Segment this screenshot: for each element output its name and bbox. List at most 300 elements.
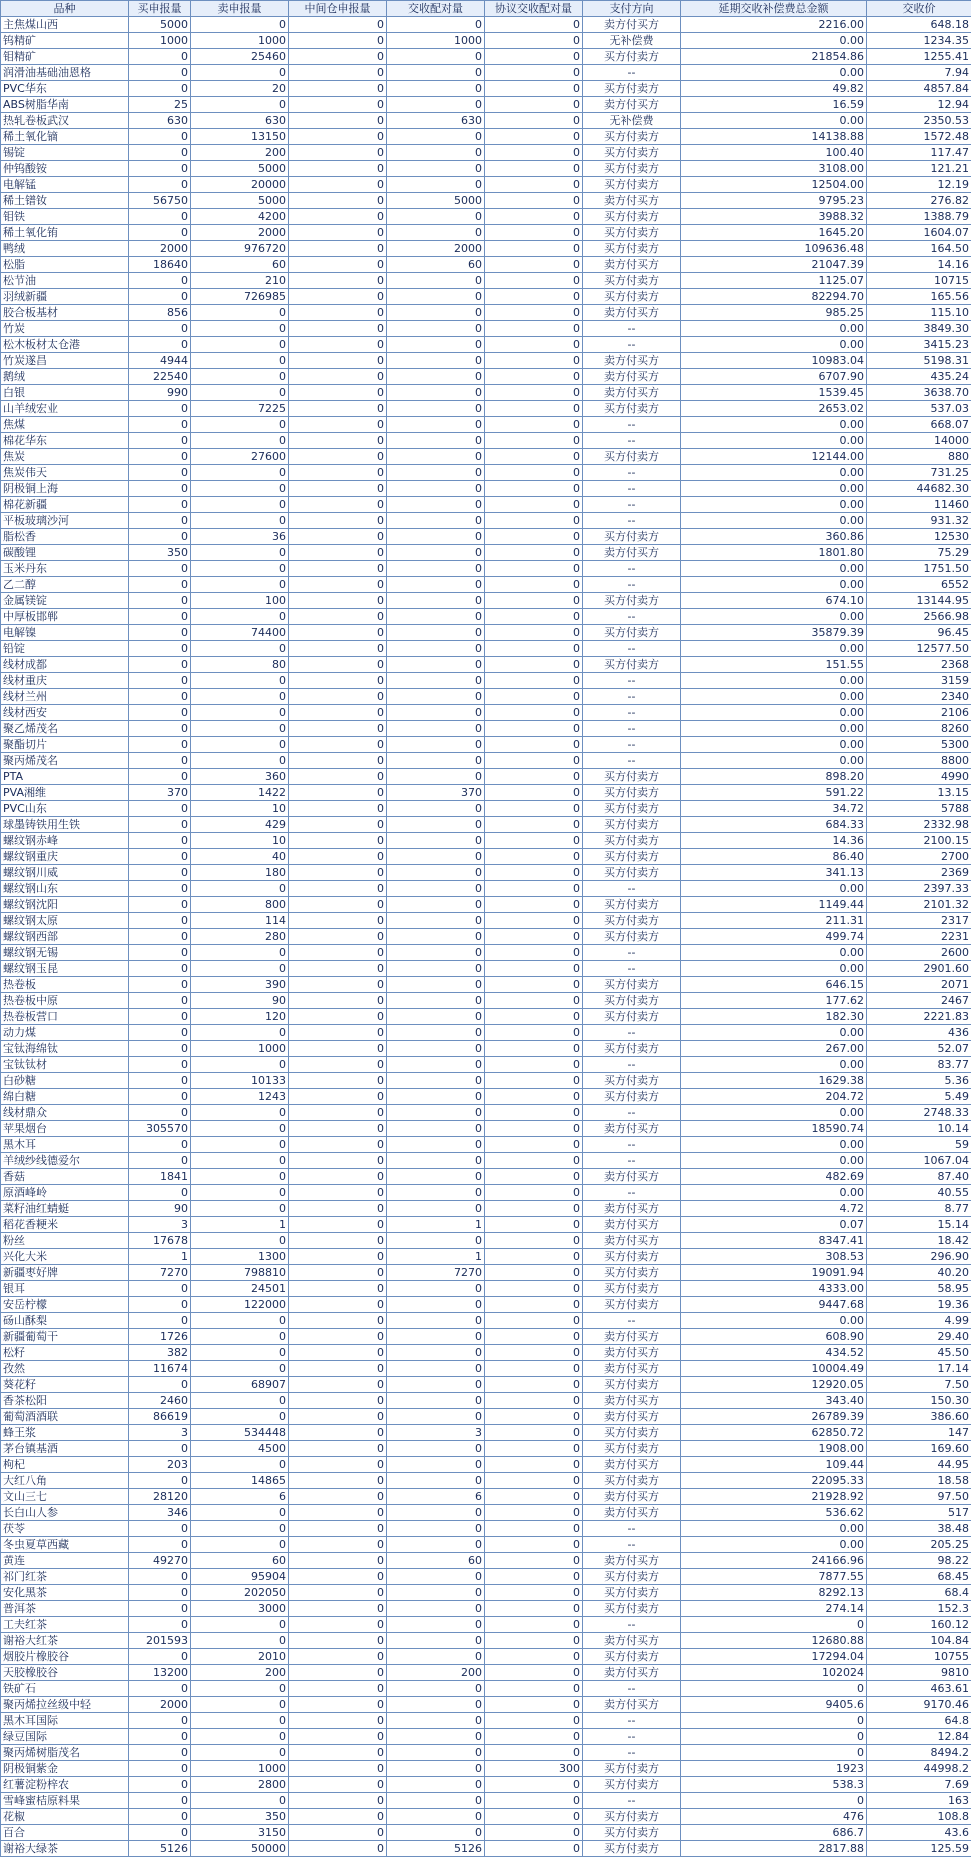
cell-agreement-qty: 0 bbox=[485, 433, 583, 449]
cell-pay-direction: -- bbox=[583, 417, 681, 433]
cell-middle-qty: 0 bbox=[289, 369, 387, 385]
cell-matched-qty: 0 bbox=[387, 1089, 485, 1105]
cell-middle-qty: 0 bbox=[289, 1809, 387, 1825]
cell-buy-qty: 0 bbox=[129, 1185, 191, 1201]
table-row bbox=[1, 49, 971, 65]
cell-settle-price: 435.24 bbox=[867, 369, 971, 385]
cell-pay-direction: 买方付卖方 bbox=[583, 817, 681, 833]
cell-agreement-qty: 0 bbox=[485, 1137, 583, 1153]
cell-product: 绵白糖 bbox=[1, 1089, 129, 1105]
table-row bbox=[1, 241, 971, 257]
cell-pay-direction: -- bbox=[583, 1681, 681, 1697]
cell-matched-qty: 0 bbox=[387, 417, 485, 433]
cell-matched-qty: 0 bbox=[387, 385, 485, 401]
cell-agreement-qty: 0 bbox=[485, 1041, 583, 1057]
cell-settle-price: 14000 bbox=[867, 433, 971, 449]
cell-settle-price: 18.58 bbox=[867, 1473, 971, 1489]
cell-sell-qty: 68907 bbox=[191, 1377, 289, 1393]
cell-settle-price: 19.36 bbox=[867, 1297, 971, 1313]
cell-matched-qty: 0 bbox=[387, 849, 485, 865]
cell-matched-qty: 7270 bbox=[387, 1265, 485, 1281]
cell-product: 烟胶片橡胶谷 bbox=[1, 1649, 129, 1665]
cell-compensation: 100.40 bbox=[681, 145, 867, 161]
cell-middle-qty: 0 bbox=[289, 513, 387, 529]
cell-buy-qty: 0 bbox=[129, 801, 191, 817]
cell-buy-qty: 3 bbox=[129, 1217, 191, 1233]
cell-settle-price: 4857.84 bbox=[867, 81, 971, 97]
cell-matched-qty: 0 bbox=[387, 1729, 485, 1745]
cell-settle-price: 44682.30 bbox=[867, 481, 971, 497]
cell-settle-price: 45.50 bbox=[867, 1345, 971, 1361]
cell-settle-price: 2350.53 bbox=[867, 113, 971, 129]
cell-matched-qty: 0 bbox=[387, 545, 485, 561]
cell-pay-direction: 买方付卖方 bbox=[583, 1761, 681, 1777]
cell-compensation: 608.90 bbox=[681, 1329, 867, 1345]
cell-sell-qty: 0 bbox=[191, 1345, 289, 1361]
cell-middle-qty: 0 bbox=[289, 913, 387, 929]
cell-compensation: 12680.88 bbox=[681, 1633, 867, 1649]
cell-middle-qty: 0 bbox=[289, 1217, 387, 1233]
cell-agreement-qty: 0 bbox=[485, 1649, 583, 1665]
cell-matched-qty: 0 bbox=[387, 817, 485, 833]
cell-sell-qty: 0 bbox=[191, 1697, 289, 1713]
cell-compensation: 0.00 bbox=[681, 705, 867, 721]
cell-middle-qty: 0 bbox=[289, 1025, 387, 1041]
cell-matched-qty: 5126 bbox=[387, 1841, 485, 1857]
cell-matched-qty: 0 bbox=[387, 321, 485, 337]
table-row bbox=[1, 1361, 971, 1377]
cell-buy-qty: 0 bbox=[129, 1313, 191, 1329]
table-row bbox=[1, 1393, 971, 1409]
cell-compensation: 0.00 bbox=[681, 961, 867, 977]
cell-settle-price: 880 bbox=[867, 449, 971, 465]
cell-pay-direction: -- bbox=[583, 961, 681, 977]
cell-agreement-qty: 0 bbox=[485, 1457, 583, 1473]
cell-settle-price: 5198.31 bbox=[867, 353, 971, 369]
cell-sell-qty: 0 bbox=[191, 577, 289, 593]
cell-product: 电解镍 bbox=[1, 625, 129, 641]
cell-sell-qty: 0 bbox=[191, 705, 289, 721]
cell-sell-qty: 0 bbox=[191, 1393, 289, 1409]
cell-matched-qty: 0 bbox=[387, 801, 485, 817]
cell-middle-qty: 0 bbox=[289, 225, 387, 241]
cell-matched-qty: 0 bbox=[387, 641, 485, 657]
table-row bbox=[1, 897, 971, 913]
cell-middle-qty: 0 bbox=[289, 897, 387, 913]
cell-pay-direction: 买方付卖方 bbox=[583, 1649, 681, 1665]
cell-compensation: 674.10 bbox=[681, 593, 867, 609]
table-row bbox=[1, 641, 971, 657]
cell-middle-qty: 0 bbox=[289, 161, 387, 177]
cell-sell-qty: 1000 bbox=[191, 33, 289, 49]
cell-sell-qty: 0 bbox=[191, 1745, 289, 1761]
cell-sell-qty: 0 bbox=[191, 1681, 289, 1697]
cell-agreement-qty: 0 bbox=[485, 1745, 583, 1761]
table-row bbox=[1, 1233, 971, 1249]
cell-pay-direction: 卖方付买方 bbox=[583, 1505, 681, 1521]
cell-settle-price: 2332.98 bbox=[867, 817, 971, 833]
cell-agreement-qty: 0 bbox=[485, 81, 583, 97]
table-row bbox=[1, 225, 971, 241]
cell-sell-qty: 1000 bbox=[191, 1761, 289, 1777]
cell-middle-qty: 0 bbox=[289, 241, 387, 257]
cell-middle-qty: 0 bbox=[289, 33, 387, 49]
cell-pay-direction: 买方付卖方 bbox=[583, 1297, 681, 1313]
cell-sell-qty: 0 bbox=[191, 385, 289, 401]
cell-sell-qty: 0 bbox=[191, 417, 289, 433]
cell-product: 螺纹钢无锡 bbox=[1, 945, 129, 961]
cell-agreement-qty: 0 bbox=[485, 1345, 583, 1361]
cell-buy-qty: 25 bbox=[129, 97, 191, 113]
cell-compensation: 684.33 bbox=[681, 817, 867, 833]
cell-agreement-qty: 0 bbox=[485, 561, 583, 577]
cell-matched-qty: 0 bbox=[387, 1233, 485, 1249]
cell-middle-qty: 0 bbox=[289, 529, 387, 545]
cell-sell-qty: 114 bbox=[191, 913, 289, 929]
cell-pay-direction: -- bbox=[583, 673, 681, 689]
cell-settle-price: 2101.32 bbox=[867, 897, 971, 913]
cell-compensation: 19091.94 bbox=[681, 1265, 867, 1281]
cell-matched-qty: 0 bbox=[387, 497, 485, 513]
cell-settle-price: 2106 bbox=[867, 705, 971, 721]
cell-settle-price: 7.50 bbox=[867, 1377, 971, 1393]
cell-agreement-qty: 0 bbox=[485, 305, 583, 321]
cell-sell-qty: 0 bbox=[191, 1105, 289, 1121]
cell-sell-qty: 0 bbox=[191, 1201, 289, 1217]
cell-middle-qty: 0 bbox=[289, 1169, 387, 1185]
cell-product: 松脂 bbox=[1, 257, 129, 273]
cell-middle-qty: 0 bbox=[289, 801, 387, 817]
col-header-product: 品种 bbox=[1, 1, 129, 17]
cell-buy-qty: 1000 bbox=[129, 33, 191, 49]
cell-buy-qty: 0 bbox=[129, 1569, 191, 1585]
cell-compensation: 0.00 bbox=[681, 881, 867, 897]
cell-matched-qty: 0 bbox=[387, 481, 485, 497]
cell-product: PVC华东 bbox=[1, 81, 129, 97]
cell-buy-qty: 18640 bbox=[129, 257, 191, 273]
cell-pay-direction: 卖方付买方 bbox=[583, 1121, 681, 1137]
cell-middle-qty: 0 bbox=[289, 609, 387, 625]
cell-sell-qty: 360 bbox=[191, 769, 289, 785]
table-row bbox=[1, 1153, 971, 1169]
cell-pay-direction: -- bbox=[583, 1105, 681, 1121]
cell-product: 稻花香粳米 bbox=[1, 1217, 129, 1233]
cell-settle-price: 40.20 bbox=[867, 1265, 971, 1281]
cell-product: 孜然 bbox=[1, 1361, 129, 1377]
cell-product: 松木板材太仓港 bbox=[1, 337, 129, 353]
cell-agreement-qty: 0 bbox=[485, 881, 583, 897]
cell-compensation: 3108.00 bbox=[681, 161, 867, 177]
cell-buy-qty: 0 bbox=[129, 1601, 191, 1617]
cell-compensation: 0 bbox=[681, 1793, 867, 1809]
cell-product: 金属镁锭 bbox=[1, 593, 129, 609]
cell-compensation: 0 bbox=[681, 1729, 867, 1745]
cell-compensation: 0.00 bbox=[681, 33, 867, 49]
cell-middle-qty: 0 bbox=[289, 1505, 387, 1521]
cell-buy-qty: 0 bbox=[129, 1761, 191, 1777]
cell-settle-price: 12.19 bbox=[867, 177, 971, 193]
cell-pay-direction: 买方付卖方 bbox=[583, 1249, 681, 1265]
cell-sell-qty: 0 bbox=[191, 721, 289, 737]
cell-middle-qty: 0 bbox=[289, 1297, 387, 1313]
cell-sell-qty: 3000 bbox=[191, 1601, 289, 1617]
cell-agreement-qty: 0 bbox=[485, 673, 583, 689]
cell-pay-direction: -- bbox=[583, 433, 681, 449]
cell-product: 谢裕大绿茶 bbox=[1, 1841, 129, 1857]
cell-sell-qty: 0 bbox=[191, 1713, 289, 1729]
cell-pay-direction: 卖方付买方 bbox=[583, 257, 681, 273]
cell-agreement-qty: 0 bbox=[485, 289, 583, 305]
cell-sell-qty: 210 bbox=[191, 273, 289, 289]
cell-sell-qty: 4200 bbox=[191, 209, 289, 225]
cell-matched-qty: 0 bbox=[387, 1073, 485, 1089]
cell-matched-qty: 0 bbox=[387, 1793, 485, 1809]
cell-buy-qty: 0 bbox=[129, 209, 191, 225]
cell-compensation: 0.07 bbox=[681, 1217, 867, 1233]
cell-pay-direction: 买方付卖方 bbox=[583, 177, 681, 193]
cell-sell-qty: 0 bbox=[191, 1633, 289, 1649]
cell-sell-qty: 60 bbox=[191, 1553, 289, 1569]
cell-pay-direction: -- bbox=[583, 337, 681, 353]
cell-buy-qty: 0 bbox=[129, 1105, 191, 1121]
cell-agreement-qty: 0 bbox=[485, 449, 583, 465]
cell-middle-qty: 0 bbox=[289, 1777, 387, 1793]
cell-buy-qty: 0 bbox=[129, 817, 191, 833]
cell-sell-qty: 0 bbox=[191, 1729, 289, 1745]
table-row bbox=[1, 1217, 971, 1233]
table-row bbox=[1, 673, 971, 689]
cell-pay-direction: -- bbox=[583, 1153, 681, 1169]
cell-product: 聚丙烯树脂茂名 bbox=[1, 1745, 129, 1761]
cell-product: 阴极铜上海 bbox=[1, 481, 129, 497]
cell-agreement-qty: 0 bbox=[485, 1441, 583, 1457]
cell-sell-qty: 0 bbox=[191, 673, 289, 689]
cell-buy-qty: 0 bbox=[129, 321, 191, 337]
cell-compensation: 0.00 bbox=[681, 673, 867, 689]
cell-matched-qty: 0 bbox=[387, 1601, 485, 1617]
cell-pay-direction: 买方付卖方 bbox=[583, 241, 681, 257]
cell-sell-qty: 0 bbox=[191, 369, 289, 385]
cell-product: 聚丙烯茂名 bbox=[1, 753, 129, 769]
cell-matched-qty: 0 bbox=[387, 1697, 485, 1713]
cell-matched-qty: 0 bbox=[387, 1329, 485, 1345]
cell-compensation: 0 bbox=[681, 1745, 867, 1761]
table-row bbox=[1, 1473, 971, 1489]
cell-settle-price: 43.6 bbox=[867, 1825, 971, 1841]
cell-pay-direction: 买方付卖方 bbox=[583, 1601, 681, 1617]
cell-settle-price: 2071 bbox=[867, 977, 971, 993]
cell-middle-qty: 0 bbox=[289, 1841, 387, 1857]
table-row bbox=[1, 1201, 971, 1217]
table-row bbox=[1, 1841, 971, 1857]
cell-middle-qty: 0 bbox=[289, 337, 387, 353]
table-row bbox=[1, 801, 971, 817]
cell-middle-qty: 0 bbox=[289, 497, 387, 513]
cell-product: 兴化大米 bbox=[1, 1249, 129, 1265]
cell-middle-qty: 0 bbox=[289, 929, 387, 945]
cell-agreement-qty: 0 bbox=[485, 913, 583, 929]
cell-settle-price: 731.25 bbox=[867, 465, 971, 481]
cell-product: 铅锭 bbox=[1, 641, 129, 657]
cell-pay-direction: -- bbox=[583, 1617, 681, 1633]
cell-sell-qty: 0 bbox=[191, 65, 289, 81]
cell-sell-qty: 80 bbox=[191, 657, 289, 673]
cell-product: 天胶橡胶谷 bbox=[1, 1665, 129, 1681]
cell-buy-qty: 856 bbox=[129, 305, 191, 321]
cell-compensation: 34.72 bbox=[681, 801, 867, 817]
cell-buy-qty: 0 bbox=[129, 849, 191, 865]
cell-matched-qty: 0 bbox=[387, 897, 485, 913]
cell-pay-direction: 买方付卖方 bbox=[583, 81, 681, 97]
cell-product: 松节油 bbox=[1, 273, 129, 289]
table-row bbox=[1, 481, 971, 497]
cell-middle-qty: 0 bbox=[289, 1569, 387, 1585]
cell-product: 螺纹钢玉昆 bbox=[1, 961, 129, 977]
cell-pay-direction: 买方付卖方 bbox=[583, 625, 681, 641]
cell-pay-direction: -- bbox=[583, 945, 681, 961]
cell-matched-qty: 0 bbox=[387, 1137, 485, 1153]
cell-pay-direction: 买方付卖方 bbox=[583, 785, 681, 801]
cell-settle-price: 64.8 bbox=[867, 1713, 971, 1729]
cell-buy-qty: 350 bbox=[129, 545, 191, 561]
cell-matched-qty: 0 bbox=[387, 1473, 485, 1489]
cell-sell-qty: 0 bbox=[191, 1057, 289, 1073]
cell-sell-qty: 10 bbox=[191, 801, 289, 817]
cell-buy-qty: 0 bbox=[129, 433, 191, 449]
cell-compensation: 2216.00 bbox=[681, 17, 867, 33]
cell-settle-price: 40.55 bbox=[867, 1185, 971, 1201]
cell-matched-qty: 0 bbox=[387, 1393, 485, 1409]
cell-buy-qty: 17678 bbox=[129, 1233, 191, 1249]
cell-middle-qty: 0 bbox=[289, 273, 387, 289]
cell-matched-qty: 370 bbox=[387, 785, 485, 801]
cell-matched-qty: 0 bbox=[387, 945, 485, 961]
cell-middle-qty: 0 bbox=[289, 705, 387, 721]
cell-middle-qty: 0 bbox=[289, 961, 387, 977]
table-row bbox=[1, 657, 971, 673]
cell-pay-direction: 卖方付买方 bbox=[583, 1393, 681, 1409]
cell-matched-qty: 0 bbox=[387, 1153, 485, 1169]
cell-compensation: 17294.04 bbox=[681, 1649, 867, 1665]
cell-compensation: 16.59 bbox=[681, 97, 867, 113]
cell-buy-qty: 2000 bbox=[129, 241, 191, 257]
cell-agreement-qty: 0 bbox=[485, 1553, 583, 1569]
cell-matched-qty: 0 bbox=[387, 1201, 485, 1217]
cell-pay-direction: -- bbox=[583, 609, 681, 625]
cell-compensation: 0 bbox=[681, 1713, 867, 1729]
cell-pay-direction: 买方付卖方 bbox=[583, 801, 681, 817]
cell-matched-qty: 0 bbox=[387, 929, 485, 945]
cell-pay-direction: 卖方付买方 bbox=[583, 1201, 681, 1217]
cell-agreement-qty: 0 bbox=[485, 1665, 583, 1681]
cell-agreement-qty: 0 bbox=[485, 865, 583, 881]
cell-agreement-qty: 0 bbox=[485, 193, 583, 209]
table-row bbox=[1, 401, 971, 417]
cell-product: 绿豆国际 bbox=[1, 1729, 129, 1745]
cell-compensation: 0.00 bbox=[681, 113, 867, 129]
cell-agreement-qty: 0 bbox=[485, 1473, 583, 1489]
cell-buy-qty: 382 bbox=[129, 1345, 191, 1361]
table-row bbox=[1, 1441, 971, 1457]
table-row bbox=[1, 913, 971, 929]
cell-matched-qty: 0 bbox=[387, 753, 485, 769]
table-row bbox=[1, 1729, 971, 1745]
cell-settle-price: 44998.2 bbox=[867, 1761, 971, 1777]
cell-settle-price: 115.10 bbox=[867, 305, 971, 321]
cell-buy-qty: 346 bbox=[129, 1505, 191, 1521]
cell-pay-direction: 卖方付买方 bbox=[583, 193, 681, 209]
cell-product: 苹果烟台 bbox=[1, 1121, 129, 1137]
cell-sell-qty: 0 bbox=[191, 1409, 289, 1425]
cell-settle-price: 1572.48 bbox=[867, 129, 971, 145]
cell-middle-qty: 0 bbox=[289, 1585, 387, 1601]
cell-pay-direction: 买方付卖方 bbox=[583, 1073, 681, 1089]
cell-buy-qty: 0 bbox=[129, 1153, 191, 1169]
table-row bbox=[1, 689, 971, 705]
cell-matched-qty: 0 bbox=[387, 1121, 485, 1137]
cell-product: 花椒 bbox=[1, 1809, 129, 1825]
cell-settle-price: 13.15 bbox=[867, 785, 971, 801]
cell-matched-qty: 0 bbox=[387, 737, 485, 753]
cell-buy-qty: 86619 bbox=[129, 1409, 191, 1425]
cell-middle-qty: 0 bbox=[289, 753, 387, 769]
cell-agreement-qty: 0 bbox=[485, 577, 583, 593]
cell-buy-qty: 0 bbox=[129, 161, 191, 177]
cell-matched-qty: 0 bbox=[387, 833, 485, 849]
cell-product: 线材兰州 bbox=[1, 689, 129, 705]
cell-pay-direction: -- bbox=[583, 321, 681, 337]
cell-agreement-qty: 0 bbox=[485, 1841, 583, 1857]
cell-matched-qty: 0 bbox=[387, 865, 485, 881]
cell-buy-qty: 0 bbox=[129, 737, 191, 753]
cell-product: 稀土氧化镝 bbox=[1, 129, 129, 145]
cell-middle-qty: 0 bbox=[289, 321, 387, 337]
cell-product: 宝钛海绵钛 bbox=[1, 1041, 129, 1057]
cell-middle-qty: 0 bbox=[289, 721, 387, 737]
cell-settle-price: 165.56 bbox=[867, 289, 971, 305]
cell-product: 碳酸锂 bbox=[1, 545, 129, 561]
cell-middle-qty: 0 bbox=[289, 1489, 387, 1505]
table-row bbox=[1, 17, 971, 33]
cell-buy-qty: 0 bbox=[129, 1681, 191, 1697]
cell-agreement-qty: 0 bbox=[485, 129, 583, 145]
cell-pay-direction: -- bbox=[583, 1729, 681, 1745]
cell-pay-direction: 卖方付买方 bbox=[583, 305, 681, 321]
cell-pay-direction: 买方付卖方 bbox=[583, 1041, 681, 1057]
cell-product: 脂松香 bbox=[1, 529, 129, 545]
cell-buy-qty: 990 bbox=[129, 385, 191, 401]
cell-compensation: 4.72 bbox=[681, 1201, 867, 1217]
cell-product: 稀土氧化铕 bbox=[1, 225, 129, 241]
cell-compensation: 62850.72 bbox=[681, 1425, 867, 1441]
cell-buy-qty: 370 bbox=[129, 785, 191, 801]
cell-pay-direction: 买方付卖方 bbox=[583, 273, 681, 289]
cell-agreement-qty: 0 bbox=[485, 33, 583, 49]
cell-middle-qty: 0 bbox=[289, 1617, 387, 1633]
cell-middle-qty: 0 bbox=[289, 17, 387, 33]
cell-matched-qty: 3 bbox=[387, 1425, 485, 1441]
cell-sell-qty: 90 bbox=[191, 993, 289, 1009]
cell-buy-qty: 0 bbox=[129, 753, 191, 769]
cell-compensation: 9795.23 bbox=[681, 193, 867, 209]
cell-settle-price: 2467 bbox=[867, 993, 971, 1009]
cell-product: 稀土镨钕 bbox=[1, 193, 129, 209]
table-body bbox=[1, 17, 971, 1857]
cell-pay-direction: 买方付卖方 bbox=[583, 897, 681, 913]
cell-agreement-qty: 0 bbox=[485, 1105, 583, 1121]
cell-product: 白砂糖 bbox=[1, 1073, 129, 1089]
cell-pay-direction: 卖方付买方 bbox=[583, 1633, 681, 1649]
